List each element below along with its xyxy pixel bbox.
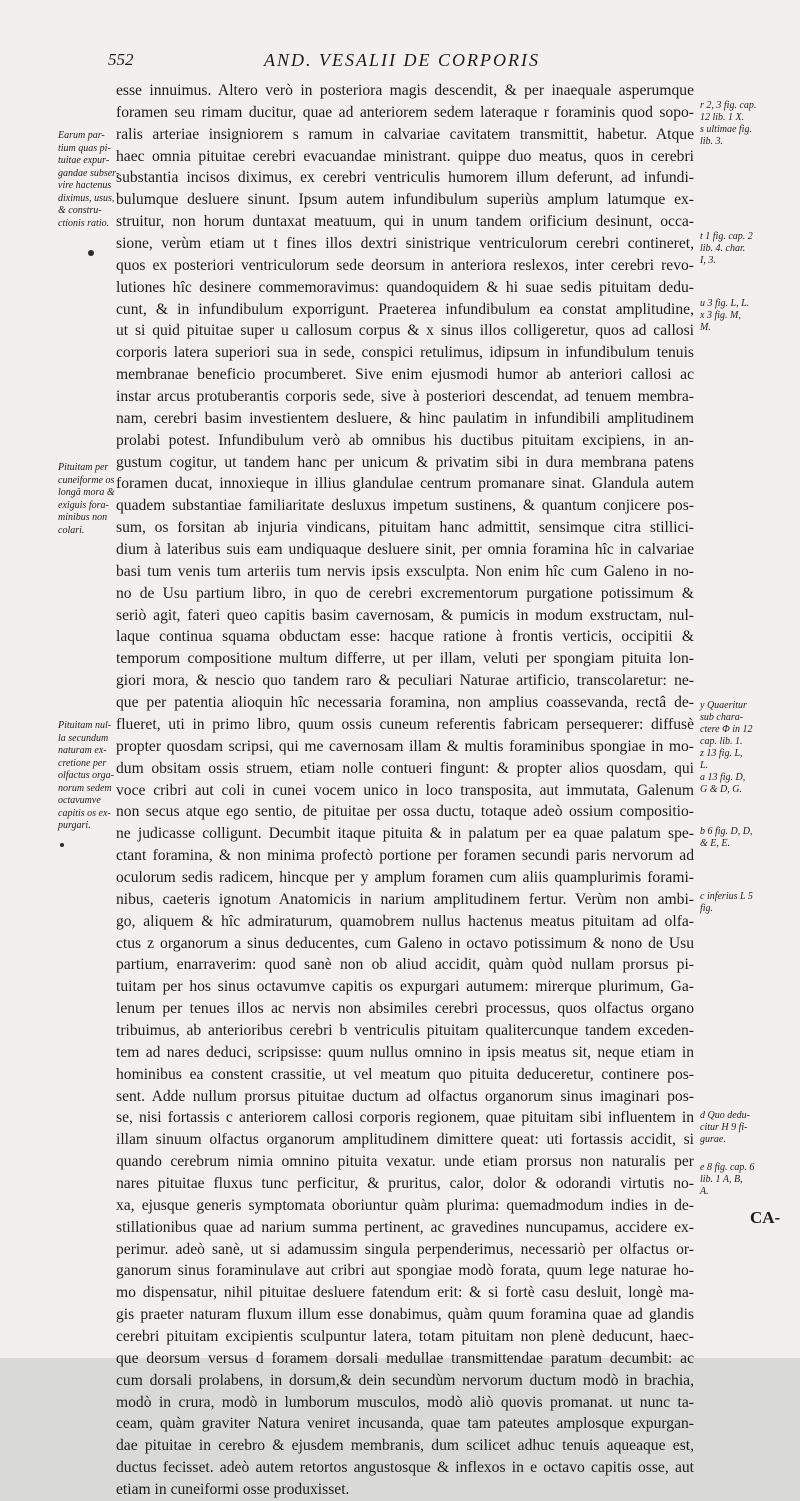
margin-note-line: minibus non (58, 512, 108, 523)
page-number: 552 (108, 50, 134, 69)
text-line: hominibus ea constent crassitie, ut vel meatum quo pituita deduceretur, continere pos- (116, 1065, 694, 1083)
text-line: dium à lateribus suis eam undiquaque desluere sinit, per omnia foramina hîc in calvariae (116, 541, 694, 559)
text-line: foramen seu rimam ducitur, quae ad anteriorem sedem lateraque r foraminis quod sopo- (116, 103, 694, 121)
margin-note-line: b 6 fig. D, D, (700, 826, 753, 837)
margin-note-line: octavumve (58, 795, 101, 806)
margin-note-line: longâ mora & (58, 487, 115, 498)
margin-note-right (700, 1110, 796, 1146)
margin-note-line: I, 3. (700, 255, 716, 266)
margin-note-line: la secundum (58, 732, 109, 744)
text-line: temporum compositione multum differre, ut per illam, veluti per spongiam pituita lon- (116, 650, 694, 668)
text-line: ut si quid pituitae super u callosum corpus & x sinus illos colligeretur, quos ad callosi (116, 322, 694, 340)
text-line: nibus, caeteris ignotum Anatomicis in narium amplitudinem fertur. Verùm non ambi- (116, 890, 694, 908)
text-line: lutiones hîc desinere commemoravimus: quandoquidem & hi suae sedis pituitam dedu- (116, 278, 694, 296)
page-header (108, 50, 708, 78)
text-line: flueret, uti in primo libro, quum ossis cuneum referentis fabricam persequerer: diffusè (116, 715, 694, 733)
text-line: stillationibus quae ad narium summa pertinent, ac gravedines nuncupamus, accidere ex- (116, 1218, 694, 1236)
margin-note-line: x 3 fig. M, (700, 310, 741, 321)
text-line: se, nisi fortassis c anteriorem callosi corporis regionem, quae pituitam sibi influentem in (116, 1109, 694, 1127)
running-title: AND. VESALII DE CORPORIS (264, 50, 540, 70)
margin-note-line: M. (700, 322, 711, 333)
text-line: ganorum sinus foraminulave aut cribri aut spongiae modò forata, quum lege naturae ho- (116, 1262, 694, 1280)
text-line: ctant foramina, & non minima profectò portione per foramen secundi paris nervorum ad (116, 847, 694, 865)
text-line: illam sinuum olfactus organorum amplitudinem dimittere queat: uti fortassis accidit, si (116, 1131, 694, 1149)
text-line: basi tum venis tum arteriis tum nervis ipsis exsculpta. Non enim hîc cum Galeno in no- (116, 562, 694, 580)
margin-note-line: c inferius L 5 (700, 891, 753, 902)
text-line: ctus z organorum a sinus deducentes, cum Galeno in octavo potissimum & nono de Usu (116, 934, 694, 952)
margin-note-left (58, 720, 118, 833)
margin-note-line: t 1 fig. cap. 2 (700, 231, 753, 242)
text-line: voce cribri aut coli in cunei vocem unico in loco transposita, aut immutata, Galenum (116, 781, 694, 799)
text-line: tem ad nares deduci, scripsisse: quum nullus omnino in ipsis meatus sit, neque etiam in (116, 1043, 694, 1061)
margin-note-line: & E, E. (700, 838, 730, 849)
text-line: nam, cerebri basim investientem desluere, & hinc paulatim in infundibili amplitudinem (116, 409, 694, 427)
margin-note-line: d Quo dedu- (700, 1110, 750, 1121)
margin-note-line: tuitae expur- (58, 155, 110, 166)
text-line: nares pituitae fluxus tunc perficitur, & pruritus, calor, dolor & odorandi virtutis no- (116, 1174, 694, 1192)
margin-note-line: A. (700, 1186, 709, 1197)
margin-note-line: lib. 1 A, B, (700, 1174, 743, 1185)
text-line: tribuimus, ab anterioribus cerebri b ventriculis pituitam qualitercunque tandem exceden- (116, 1021, 694, 1039)
margin-note-line: r 2, 3 fig. cap. (700, 100, 757, 111)
margin-note-line: y Quaeritur (700, 700, 747, 711)
text-line: ceam, quàm graviter Natura veniret incusanda, quae tam pateutes amplosque expurgan- (116, 1415, 694, 1433)
text-line: perimur. adeò sanè, ut si adamussim singula perpenderimus, necessariò per olfactus or- (116, 1240, 694, 1258)
text-line: dae pituitae in cerebro & ejusdem membranis, dum scilicet adhuc tenuis aqueaque est, (116, 1437, 694, 1455)
margin-note-line: tium quas pi- (58, 142, 111, 154)
text-line: giori mora, & nescio quo tandem raro & peculiari Naturae artificio, transcolaretur: ne- (116, 672, 694, 690)
margin-note-left (58, 130, 118, 230)
text-line: xa, ejusque generis symptomata oboriuntur quàm plurima: quemadmodum indies in de- (116, 1196, 694, 1214)
text-line: gis praeter naturam fluxum illum esse donabimus, quàm quum foramina quae ad glandis (116, 1306, 694, 1324)
text-line: modò in crura, modò in lumborum musculos, modò aliò quovis promanat. ut nunc ta- (116, 1393, 694, 1411)
text-line: quos ex posteriori ventriculorum sede deorsum in anteriora reslexos, inter cerebri revo- (116, 256, 694, 274)
margin-note-line: citur H 9 fi- (700, 1122, 748, 1133)
text-line: gustum cogitur, ut tandem hanc per unicum & privatim sibi in dura membrana patens (116, 453, 694, 471)
margin-note-line: lib. 4. char. (700, 243, 746, 254)
text-line: partium, enarraverim: quod sanè non ob aliud accidit, quàm quòd nullam prorsus pi- (116, 956, 694, 974)
text-line: sione, verùm etiam ut t fines illos dextri sinistrique ventriculorum cerebri contineret, (116, 235, 694, 253)
margin-note-right (700, 891, 796, 915)
text-line: oculorum sedis radicem, hincque per y amplum foramen cum aliis quamplurimis forami- (116, 868, 694, 886)
margin-dot-mark (88, 250, 94, 256)
text-line: no de Usu partium libro, in quo de cerebri excrementorum purgatione potissimum & (116, 584, 694, 602)
margin-note-line: ctere Φ in 12 (700, 724, 753, 735)
text-line: cum dorsali prolabens, in dorsum,& dein secundùm nervorum ductum modò in brachia, (116, 1371, 694, 1389)
text-line: quadem substantiae familiaritate desluxus impetum sustinens, & quantum conjicere pos- (116, 497, 694, 515)
margin-note-left (58, 462, 118, 537)
text-line: instar arcus protuberantis corporis sede, sive à posteriori descendat, ad tenuem membra- (116, 388, 694, 406)
margin-note-line: gandae subser- (58, 167, 120, 179)
margin-note-line: fig. (700, 903, 714, 914)
margin-note-line: diximus, usus, (58, 192, 115, 204)
margin-note-right (700, 700, 796, 796)
text-line: sum, os forsitan ab injuria vindicans, pituitam hanc admittit, sensimque citra stillici- (116, 519, 694, 537)
margin-note-right (700, 1162, 796, 1198)
margin-note-line: a 13 fig. D, (700, 772, 746, 783)
margin-dot-mark (60, 843, 64, 847)
catchword: CA- (750, 1208, 781, 1227)
text-line: foramen ducat, innoxieque in illius glandulae centrum promanare sinat. Glandula autem (116, 475, 694, 493)
margin-note-line: norum sedem (58, 782, 112, 794)
margin-note-right (700, 298, 796, 334)
margin-note-line: 12 lib. 1 X. (700, 112, 745, 123)
text-line: que deorsum versus d foramem dorsali medullae transmittendae paratum decumbit: ac (116, 1349, 694, 1367)
main-text-block (116, 80, 694, 1501)
margin-note-line: G & D, G. (700, 784, 742, 795)
text-line: non secus atque ego sentio, de pituitae per ossa ductu, totaque adeò ossium compositio- (116, 803, 694, 821)
text-line: lenum per tenues illos ac nervis non absimiles cerebri processus, quos olfactus organo (116, 1000, 694, 1018)
text-line: bulumque desluere sinunt. Ipsum autem infundibulum superiùs amplum latumque ex- (116, 191, 694, 209)
margin-note-line: z 13 fig. L, (700, 748, 743, 759)
text-line: etiam in cuneiformi osse produxisset. (116, 1481, 350, 1498)
margin-note-line: naturam ex- (58, 745, 107, 756)
margin-note-line: Pituitam nul- (58, 720, 112, 731)
margin-note-line: e 8 fig. cap. 6 (700, 1162, 755, 1173)
margin-note-line: lib. 3. (700, 136, 724, 147)
margin-note-right (700, 826, 796, 850)
margin-note-line: L. (700, 760, 709, 771)
margin-note-line: Earum par- (58, 130, 105, 141)
text-line: prolabi potest. Infundibulum verò ab omnibus his ductibus pituitam excipiens, in an- (116, 431, 694, 449)
text-line: membranae beneficio procumberet. Sive enim ejusmodi humor ab anteriori callosi ac (116, 366, 694, 384)
margin-note-line: exiguis fora- (58, 499, 109, 511)
text-line: esse innuimus. Altero verò in posteriora magis descendit, & per inaequale asperumque (116, 82, 694, 99)
text-line: ralis arteriae insigniorem s ramum in calvariae cavitatem transmittit, habetur. Atque (116, 125, 694, 143)
text-line: laque continua squama obductam esse: hacque ratione à frontis verticis, occipitii & (116, 628, 694, 646)
text-line: propter quosdam scripsi, qui me cavernosam illam & multis foraminibus spongiae in mo- (116, 737, 694, 755)
text-line: seriò agit, fateri queo capitis basim cavernosam, & pumicis in modum exstructam, nul- (116, 606, 694, 624)
margin-note-line: sub chara- (700, 712, 744, 723)
margin-note-right (700, 231, 796, 267)
text-line: sent. Adde nullum prorsus pituitae ductum ad olfactus organorum sinus imaginari pos- (116, 1087, 694, 1105)
margin-note-line: olfactus orga- (58, 770, 115, 781)
text-line: ductus fecisset. adeò autem retortos angustosque & inflexos in e octavo capitis osse, aut (116, 1459, 694, 1477)
text-line: haec omnia pituitae cerebri evacuandae ministrant. quippe duo meatus, quos in cerebri (116, 147, 694, 165)
margin-note-line: gurae. (700, 1134, 726, 1145)
margin-note-line: colari. (58, 524, 85, 536)
text-line: struitur, non horum duntaxat meatuum, qui in unum tandem orificium desinunt, occa- (116, 213, 694, 231)
margin-note-line: cap. lib. 1. (700, 736, 743, 747)
text-line: tuitam per hos sinus octavumve capitis os expurgari autumem: mirerque plurimum, Ga- (116, 978, 694, 996)
text-line: ne judicasse colligunt. Decumbit itaque pituita & in palatum per ea quae palatum spe- (116, 825, 694, 843)
text-line: corporis latera superiori sua in sede, conspici retulimus, idipsum in infundibulum tenuis (116, 344, 694, 362)
text-line: quando cerebrum nimia omnino pituita vexatur. unde etiam prorsus non naturalis per (116, 1153, 694, 1171)
text-line: cerebri pituitam excipientis sculpuntur latera, totam pituitam non plenè deducunt, haec- (116, 1327, 694, 1345)
margin-note-line: purgari. (58, 820, 91, 831)
margin-note-line: Pituitam per (58, 462, 109, 473)
margin-note-right (700, 100, 796, 148)
text-line: mo dispensatur, nihil pituitae desluere fatendum erit: & si fortè casu desluit, longè ma- (116, 1284, 694, 1302)
margin-note-line: & constru- (58, 205, 102, 216)
margin-note-line: u 3 fig. L, L. (700, 298, 750, 309)
margin-note-line: s ultimae fig. (700, 124, 752, 135)
margin-note-line: capitis os ex- (58, 807, 111, 819)
text-line: dum obsitam ossis struem, etiam nolle contueri fingunt: & propter alios quosdam, qui (116, 759, 694, 777)
text-line: cunt, & in infundibulum exporrigunt. Praeterea infundibulum ea constat amplitudine, (116, 300, 694, 318)
text-line: go, aliquem & hîc admiraturum, quamobrem nullus hactenus meatus pituitam ad olfa- (116, 912, 694, 930)
text-line: que per patentia alioquin hîc necessaria foramina, non amplius coassevanda, rectâ de- (116, 694, 694, 712)
text-line: substantia incisos diximus, ex cerebri ventriculis humorem illum deferunt, ad infundi- (116, 169, 694, 187)
margin-note-line: ctionis ratio. (58, 217, 110, 229)
margin-note-line: cretione per (58, 757, 107, 769)
margin-note-line: cuneiforme os (58, 474, 115, 486)
margin-note-line: vire hactenus (58, 180, 112, 191)
